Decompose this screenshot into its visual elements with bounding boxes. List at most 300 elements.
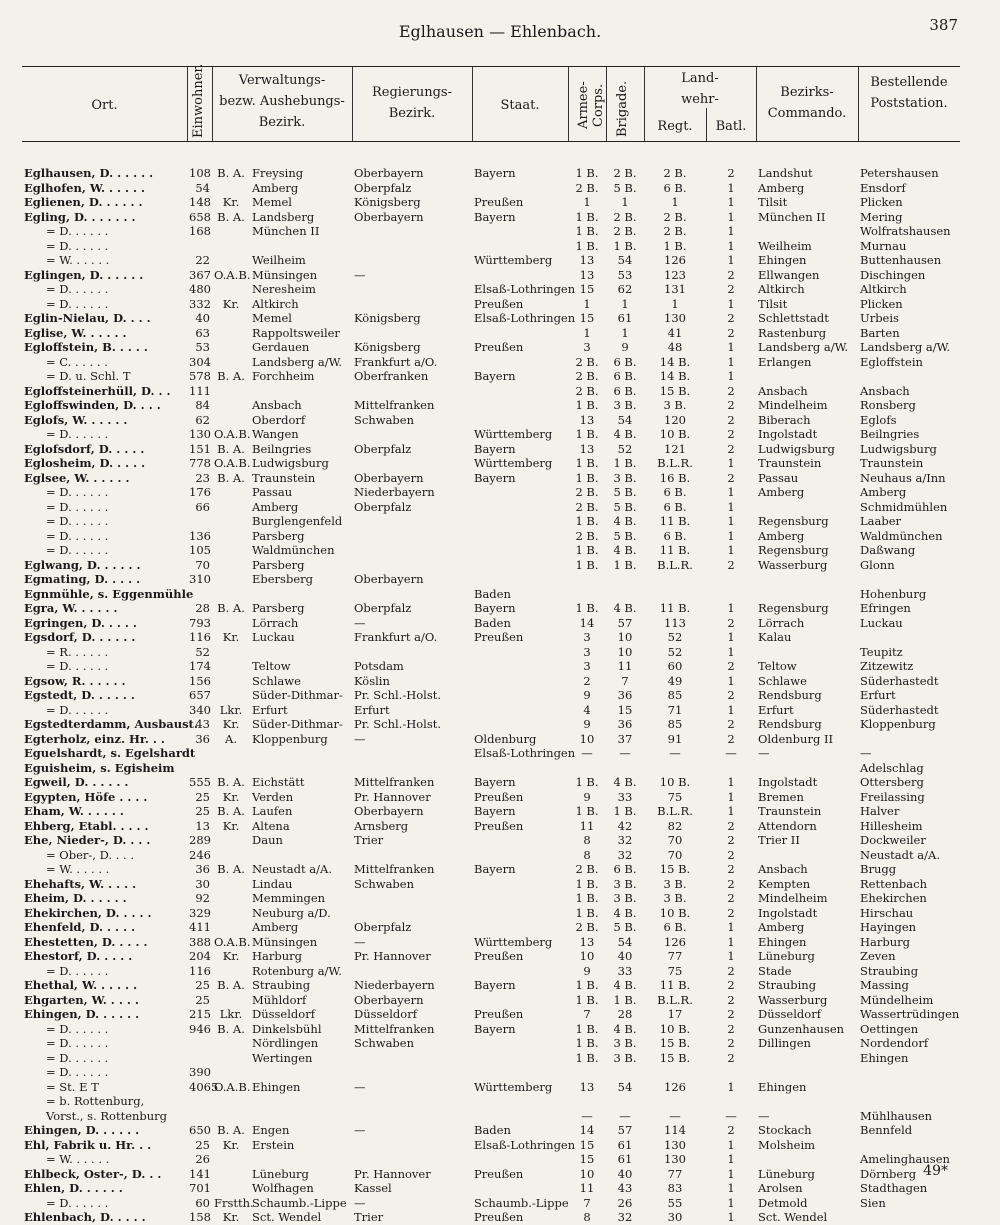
cell-armee: 1 B. bbox=[575, 456, 599, 470]
cell-brigade: 4 B. bbox=[613, 775, 637, 789]
cell-verwaltung-type bbox=[212, 1109, 250, 1124]
cell-staat bbox=[472, 993, 568, 1008]
cell-staat: Bayern bbox=[474, 601, 516, 615]
table-row bbox=[22, 1196, 960, 1211]
cell-staat: Elsaß-Lothringen bbox=[474, 1137, 576, 1152]
cell-batl: 2 bbox=[727, 1050, 735, 1065]
cell-verwaltung-type bbox=[212, 413, 250, 428]
cell-staat: Bayern bbox=[474, 775, 516, 789]
cell-verwaltung-type: O.A.B. bbox=[214, 1079, 251, 1094]
cell-einwohner bbox=[187, 1094, 212, 1109]
cell-brigade: 4 B. bbox=[613, 905, 637, 920]
cell-bezirks: Altkirch bbox=[758, 282, 805, 296]
cell-bezirks: Passau bbox=[758, 470, 799, 485]
cell-regierung: Oberbayern bbox=[354, 166, 424, 180]
cell-ort: = St. E T bbox=[46, 1079, 99, 1094]
cell-armee: 3 bbox=[583, 340, 591, 354]
table-row bbox=[22, 558, 960, 573]
cell-armee: 1 B. bbox=[575, 224, 599, 238]
cell-armee: — bbox=[581, 1108, 593, 1123]
cell-batl: 1 bbox=[727, 949, 735, 963]
cell-regierung bbox=[352, 891, 472, 906]
cell-armee: 14 bbox=[579, 1123, 595, 1137]
cell-bezirks bbox=[756, 1065, 858, 1080]
cell-verwaltung-bezirk: Lüneburg bbox=[252, 1166, 309, 1181]
cell-ort: Eglhausen, D. . . . . . bbox=[24, 166, 154, 180]
cell-verwaltung-bezirk: Oberdorf bbox=[252, 412, 306, 427]
cell-einwohner: 141 bbox=[189, 1166, 211, 1181]
cell-bezirks: Bremen bbox=[758, 789, 804, 804]
cell-staat bbox=[472, 572, 568, 587]
cell-verwaltung-type: B. A. bbox=[217, 862, 245, 876]
cell-verwaltung-bezirk: Luckau bbox=[252, 630, 295, 644]
cell-einwohner: 658 bbox=[189, 209, 211, 224]
cell-regierung: Mittelfranken bbox=[354, 775, 435, 789]
cell-batl: 1 bbox=[727, 224, 735, 238]
table-row bbox=[22, 442, 960, 457]
cell-armee: 1 B. bbox=[575, 1050, 599, 1065]
table-row bbox=[22, 427, 960, 442]
cell-armee: 1 B. bbox=[575, 398, 599, 412]
cell-einwohner: 22 bbox=[195, 253, 210, 267]
cell-einwohner: 105 bbox=[189, 543, 211, 557]
cell-staat bbox=[472, 224, 568, 239]
table-row bbox=[22, 355, 960, 370]
table-row bbox=[22, 1065, 960, 1080]
cell-verwaltung-bezirk: Waldmünchen bbox=[252, 543, 335, 557]
cell-verwaltung-type bbox=[212, 688, 250, 703]
table-row bbox=[22, 601, 960, 616]
cell-brigade: 4 B. bbox=[613, 427, 637, 441]
cell-regierung: Pr. Hannover bbox=[354, 789, 431, 804]
cell-verwaltung-bezirk: Daun bbox=[252, 833, 283, 847]
cell-staat bbox=[472, 1051, 568, 1066]
cell-ort: Ehe, Nieder-, D. . . . bbox=[24, 833, 151, 847]
cell-verwaltung-bezirk: Passau bbox=[252, 485, 293, 499]
cell-regt: 130 bbox=[664, 1152, 686, 1166]
cell-einwohner: 130 bbox=[189, 427, 211, 441]
cell-regierung: Oberpfalz bbox=[354, 441, 412, 456]
cell-verwaltung-type bbox=[212, 500, 250, 515]
cell-ort: Egmating, D. . . . . bbox=[24, 572, 141, 586]
cell-staat: Württemberg bbox=[474, 253, 553, 267]
cell-regierung: Mittelfranken bbox=[354, 862, 435, 876]
cell-staat: Preußen bbox=[474, 195, 524, 209]
cell-verwaltung-bezirk: Neresheim bbox=[252, 282, 316, 296]
cell-post: Hirschau bbox=[860, 905, 914, 920]
cell-verwaltung-type bbox=[212, 355, 250, 370]
cell-einwohner bbox=[187, 1051, 212, 1066]
cell-brigade: 62 bbox=[617, 282, 633, 296]
cell-regierung: Köslin bbox=[354, 673, 390, 688]
cell-staat: Württemberg bbox=[474, 456, 553, 470]
cell-regierung bbox=[352, 848, 472, 863]
cell-bezirks: Gunzenhausen bbox=[758, 1021, 845, 1036]
cell-regierung bbox=[352, 427, 472, 442]
cell-ort: Ehingen, D. . . . . . bbox=[24, 1123, 140, 1137]
cell-verwaltung-type bbox=[212, 224, 250, 239]
cell-verwaltung-bezirk: Landsberg bbox=[252, 209, 315, 224]
table-row bbox=[22, 543, 960, 558]
cell-einwohner: 176 bbox=[189, 485, 211, 499]
cell-staat: Elsaß-Lothringen bbox=[474, 311, 576, 325]
cell-brigade: 54 bbox=[617, 253, 633, 267]
cell-ort: = D. . . . . . bbox=[46, 282, 109, 296]
cell-ort: Ehl, Fabrik u. Hr. . . bbox=[24, 1137, 152, 1152]
cell-bezirks: Rendsburg bbox=[758, 688, 822, 702]
cell-bezirks: Amberg bbox=[758, 920, 805, 934]
cell-ort: = b. Rottenburg, bbox=[46, 1094, 145, 1108]
cell-regt: 11 B. bbox=[659, 978, 691, 992]
cell-armee: 13 bbox=[579, 267, 595, 282]
cell-ort: = W. . . . . . bbox=[46, 253, 110, 267]
cell-regierung: Trier bbox=[354, 1210, 384, 1224]
cell-armee: 1 B. bbox=[575, 1036, 599, 1050]
cell-bezirks: Tilsit bbox=[758, 296, 788, 311]
cell-batl: 1 bbox=[727, 354, 735, 369]
cell-regt: 2 B. bbox=[663, 224, 687, 238]
cell-einwohner: 367 bbox=[189, 267, 211, 282]
cell-batl: 1 bbox=[727, 1166, 735, 1181]
cell-regierung: Mittelfranken bbox=[354, 1021, 435, 1036]
cell-ort: Eglwang, D. . . . . . bbox=[24, 557, 141, 572]
cell-regt: 15 B. bbox=[659, 862, 691, 876]
cell-armee: 8 bbox=[583, 833, 591, 847]
cell-ort: = D. . . . . . bbox=[46, 238, 109, 253]
cell-regierung bbox=[352, 1065, 472, 1080]
cell-regt: B.L.R. bbox=[657, 557, 693, 572]
cell-armee: 2 B. bbox=[575, 485, 599, 499]
cell-armee: 3 bbox=[583, 630, 591, 644]
cell-brigade: 5 B. bbox=[613, 920, 637, 934]
cell-verwaltung-bezirk bbox=[250, 587, 352, 602]
cell-verwaltung-bezirk: Neustadt a/A. bbox=[252, 862, 332, 876]
cell-brigade: 4 B. bbox=[613, 1021, 637, 1036]
header-bottom-rule bbox=[22, 141, 960, 142]
cell-regierung: Oberpfalz bbox=[354, 920, 412, 934]
cell-bezirks bbox=[756, 1152, 858, 1167]
cell-staat bbox=[472, 529, 568, 544]
cell-batl: 2 bbox=[727, 615, 735, 630]
cell-staat: Schaumb.-Lippe bbox=[474, 1195, 569, 1210]
cell-armee: 1 B. bbox=[575, 427, 599, 441]
cell-einwohner: 92 bbox=[195, 891, 210, 905]
cell-regt bbox=[644, 761, 706, 776]
cell-verwaltung-bezirk bbox=[250, 1094, 352, 1109]
cell-staat bbox=[472, 485, 568, 500]
cell-post: Rettenbach bbox=[860, 876, 927, 891]
cell-ort: Ehenfeld, D. . . . . bbox=[24, 920, 136, 934]
cell-regierung: Oberpfalz bbox=[354, 601, 412, 615]
cell-verwaltung-type bbox=[212, 485, 250, 500]
cell-post: Erfurt bbox=[860, 688, 896, 702]
cell-verwaltung-bezirk: Wolfhagen bbox=[252, 1181, 314, 1195]
cell-staat bbox=[472, 877, 568, 892]
cell-bezirks: — bbox=[758, 1108, 770, 1123]
cell-regierung: — bbox=[354, 1079, 366, 1094]
cell-bezirks: Ingolstadt bbox=[758, 905, 818, 920]
cell-regt: 55 bbox=[667, 1195, 683, 1210]
cell-verwaltung-type: Lkr. bbox=[219, 702, 243, 717]
cell-regt: 10 B. bbox=[659, 775, 691, 789]
cell-bezirks: Kempten bbox=[758, 876, 811, 891]
cell-regt: 3 B. bbox=[663, 891, 687, 905]
table-row bbox=[22, 746, 960, 761]
cell-verwaltung-type bbox=[212, 1167, 250, 1182]
cell-verwaltung-type: Kr. bbox=[222, 1210, 240, 1224]
cell-verwaltung-bezirk: Süder-Dithmar- bbox=[252, 717, 343, 731]
cell-regt: 83 bbox=[667, 1181, 683, 1195]
cell-bezirks bbox=[756, 1051, 858, 1066]
cell-ort: = D. . . . . . bbox=[46, 514, 109, 528]
table-row bbox=[22, 804, 960, 819]
cell-brigade: 1 B. bbox=[613, 992, 637, 1007]
cell-brigade: 5 B. bbox=[613, 180, 637, 195]
cell-post: Teupitz bbox=[860, 644, 903, 659]
cell-batl bbox=[706, 1065, 756, 1080]
cell-armee: 8 bbox=[583, 847, 591, 862]
cell-post bbox=[858, 1094, 960, 1109]
cell-regt: 3 B. bbox=[663, 876, 687, 891]
cell-staat: Bayern bbox=[474, 166, 516, 180]
cell-regierung bbox=[352, 297, 472, 312]
cell-einwohner: 555 bbox=[189, 775, 211, 789]
cell-verwaltung-type: Kr. bbox=[222, 630, 240, 644]
cell-regierung bbox=[352, 1094, 472, 1109]
cell-verwaltung-type: B. A. bbox=[217, 775, 245, 789]
cell-post: Süderhastedt bbox=[860, 702, 939, 717]
cell-bezirks: Schlawe bbox=[758, 673, 807, 688]
cell-armee: 1 B. bbox=[575, 543, 599, 557]
cell-brigade: 6 B. bbox=[613, 369, 637, 383]
cell-bezirks: Detmold bbox=[758, 1195, 808, 1210]
cell-staat bbox=[472, 674, 568, 689]
cell-einwohner: 28 bbox=[195, 601, 210, 615]
table-row bbox=[22, 1007, 960, 1022]
cell-post: Schmidmühlen bbox=[860, 499, 948, 514]
cell-regierung: Kassel bbox=[354, 1181, 392, 1195]
cell-regierung bbox=[352, 239, 472, 254]
cell-post: Ehingen bbox=[860, 1050, 909, 1065]
divider bbox=[568, 67, 569, 141]
cell-staat: Preußen bbox=[474, 630, 524, 644]
cell-bezirks: Lörrach bbox=[758, 615, 805, 630]
cell-regt: 6 B. bbox=[663, 920, 687, 934]
table-row bbox=[22, 659, 960, 674]
cell-verwaltung-bezirk: Düsseldorf bbox=[252, 1007, 315, 1021]
cell-staat bbox=[472, 1152, 568, 1167]
cell-armee: 3 bbox=[583, 644, 591, 659]
cell-regierung bbox=[352, 1138, 472, 1153]
cell-regt: 126 bbox=[664, 934, 686, 949]
col-header-bezirks: Bezirks- Commando. bbox=[767, 85, 847, 121]
cell-verwaltung-bezirk: Memmingen bbox=[252, 891, 326, 905]
cell-regt: 6 B. bbox=[663, 528, 687, 543]
cell-einwohner: 578 bbox=[189, 369, 211, 383]
cell-verwaltung-bezirk: Erfurt bbox=[252, 702, 288, 717]
cell-post: Oettingen bbox=[860, 1021, 919, 1036]
cell-regierung bbox=[352, 746, 472, 761]
cell-regt: 75 bbox=[667, 963, 683, 978]
cell-post: Neuhaus a/Inn bbox=[860, 470, 946, 485]
cell-regt: 70 bbox=[667, 847, 683, 862]
cell-regierung bbox=[352, 964, 472, 979]
cell-armee: 13 bbox=[579, 934, 595, 949]
cell-einwohner: 158 bbox=[189, 1210, 211, 1224]
cell-batl: 1 bbox=[727, 485, 735, 499]
cell-ort: = W. . . . . . bbox=[46, 862, 110, 876]
table-row bbox=[22, 1036, 960, 1051]
cell-post: Murnau bbox=[860, 238, 907, 253]
cell-staat bbox=[472, 920, 568, 935]
cell-verwaltung-type bbox=[212, 181, 250, 196]
cell-bezirks: Ludwigsburg bbox=[758, 441, 835, 456]
cell-verwaltung-bezirk: Parsberg bbox=[252, 557, 305, 572]
cell-brigade: 28 bbox=[617, 1007, 633, 1021]
cell-verwaltung-type bbox=[212, 746, 250, 761]
cell-staat bbox=[472, 833, 568, 848]
cell-einwohner: 60 bbox=[195, 1195, 210, 1210]
cell-regierung: Königsberg bbox=[354, 195, 421, 209]
cell-armee: — bbox=[581, 746, 593, 760]
cell-brigade: 3 B. bbox=[613, 470, 637, 485]
cell-ort: = D. . . . . . bbox=[46, 659, 109, 673]
cell-verwaltung-bezirk: Sct. Wendel bbox=[252, 1210, 322, 1224]
cell-brigade: 3 B. bbox=[613, 1036, 637, 1050]
cell-verwaltung-bezirk: Altena bbox=[252, 818, 290, 833]
table-row bbox=[22, 1022, 960, 1037]
cell-post: Ludwigsburg bbox=[860, 441, 937, 456]
cell-verwaltung-bezirk: Mühldorf bbox=[252, 992, 307, 1007]
cell-bezirks bbox=[756, 645, 858, 660]
cell-batl: 2 bbox=[727, 470, 735, 485]
table-row bbox=[22, 790, 960, 805]
cell-bezirks: Stockach bbox=[758, 1123, 812, 1137]
cell-staat: Bayern bbox=[474, 369, 516, 383]
table-row bbox=[22, 413, 960, 428]
cell-einwohner: 111 bbox=[189, 383, 211, 398]
cell-batl: 2 bbox=[727, 891, 735, 905]
cell-regierung: Oberbayern bbox=[354, 470, 424, 485]
cell-armee: 1 B. bbox=[575, 1021, 599, 1036]
cell-batl: 2 bbox=[727, 441, 735, 456]
cell-post: Ensdorf bbox=[860, 180, 906, 195]
cell-armee: 15 bbox=[579, 282, 595, 296]
cell-regt: 49 bbox=[667, 673, 683, 688]
cell-verwaltung-bezirk: Traunstein bbox=[252, 470, 316, 485]
cell-batl: 1 bbox=[727, 514, 735, 528]
cell-regt: 77 bbox=[667, 1166, 683, 1181]
table-row bbox=[22, 398, 960, 413]
cell-batl: — bbox=[725, 746, 737, 760]
cell-verwaltung-type: Frstth. bbox=[214, 1195, 254, 1210]
cell-ort: Ehestorf, D. . . . . bbox=[24, 949, 133, 963]
cell-verwaltung-type: B. A. bbox=[217, 1123, 245, 1137]
cell-brigade: 42 bbox=[617, 818, 633, 833]
cell-ort: Eguelshardt, s. Egelshardt bbox=[24, 746, 196, 760]
cell-batl: 1 bbox=[727, 804, 735, 818]
cell-regierung bbox=[352, 326, 472, 341]
cell-ort: = W. . . . . . bbox=[46, 1152, 110, 1166]
table-row bbox=[22, 703, 960, 718]
cell-verwaltung-type: Kr. bbox=[222, 717, 240, 731]
cell-regierung bbox=[352, 645, 472, 660]
cell-staat bbox=[472, 688, 568, 703]
cell-regierung bbox=[352, 558, 472, 573]
cell-bezirks: Landsberg a/W. bbox=[758, 340, 849, 354]
cell-verwaltung-type bbox=[212, 761, 250, 776]
cell-post: Mühlhausen bbox=[860, 1108, 933, 1123]
cell-post: Hayingen bbox=[860, 920, 917, 934]
cell-regierung bbox=[352, 282, 472, 297]
cell-regt: 60 bbox=[667, 659, 683, 673]
cell-armee: 1 B. bbox=[575, 601, 599, 615]
cell-verwaltung-type: O.A.B. bbox=[214, 456, 251, 470]
cell-batl: 1 bbox=[727, 775, 735, 789]
cell-regt: 48 bbox=[667, 340, 683, 354]
cell-brigade: 57 bbox=[617, 1123, 633, 1137]
cell-armee: 1 B. bbox=[575, 978, 599, 992]
cell-bezirks bbox=[756, 1094, 858, 1109]
cell-brigade: — bbox=[619, 746, 631, 760]
cell-brigade: 1 bbox=[621, 195, 629, 209]
cell-armee: 13 bbox=[579, 412, 595, 427]
cell-brigade: 1 B. bbox=[613, 456, 637, 470]
cell-regierung: Niederbayern bbox=[354, 485, 435, 499]
cell-einwohner: 701 bbox=[189, 1181, 211, 1195]
cell-regierung: Schwaben bbox=[354, 412, 414, 427]
cell-post: Nordendorf bbox=[860, 1036, 929, 1050]
cell-bezirks bbox=[756, 761, 858, 776]
cell-armee: 11 bbox=[579, 818, 595, 833]
cell-batl: 1 bbox=[727, 180, 735, 195]
table-row bbox=[22, 616, 960, 631]
cell-armee: 9 bbox=[583, 717, 591, 731]
cell-brigade: 54 bbox=[617, 412, 633, 427]
cell-einwohner bbox=[187, 239, 212, 254]
cell-verwaltung-bezirk: Forchheim bbox=[252, 369, 315, 383]
cell-bezirks: Regensburg bbox=[758, 514, 829, 528]
cell-einwohner: 657 bbox=[189, 688, 211, 702]
cell-verwaltung-bezirk: Neuburg a/D. bbox=[252, 905, 331, 920]
cell-regierung: Arnsberg bbox=[354, 818, 409, 833]
table-row bbox=[22, 891, 960, 906]
cell-brigade: 26 bbox=[617, 1195, 633, 1210]
cell-einwohner bbox=[187, 514, 212, 529]
cell-verwaltung-bezirk: Memel bbox=[252, 311, 292, 325]
cell-bezirks: Ellwangen bbox=[758, 267, 820, 282]
cell-bezirks: Dillingen bbox=[758, 1036, 811, 1050]
cell-batl bbox=[706, 572, 756, 587]
cell-batl bbox=[706, 761, 756, 776]
divider bbox=[606, 67, 607, 141]
cell-verwaltung-type: Kr. bbox=[222, 949, 240, 963]
cell-regt: 3 B. bbox=[663, 398, 687, 412]
cell-armee: 2 B. bbox=[575, 920, 599, 934]
cell-regt: 113 bbox=[664, 615, 686, 630]
cell-regt: 30 bbox=[667, 1210, 683, 1224]
cell-regt: 17 bbox=[667, 1007, 683, 1021]
table-row bbox=[22, 369, 960, 384]
cell-regt: 6 B. bbox=[663, 499, 687, 514]
table-row bbox=[22, 239, 960, 254]
cell-regt: 130 bbox=[664, 311, 686, 325]
cell-verwaltung-type: B. A. bbox=[217, 166, 245, 180]
cell-einwohner: 108 bbox=[189, 166, 211, 180]
cell-post: Landsberg a/W. bbox=[860, 340, 951, 354]
cell-batl: 1 bbox=[727, 499, 735, 514]
cell-regierung: Schwaben bbox=[354, 1036, 414, 1050]
